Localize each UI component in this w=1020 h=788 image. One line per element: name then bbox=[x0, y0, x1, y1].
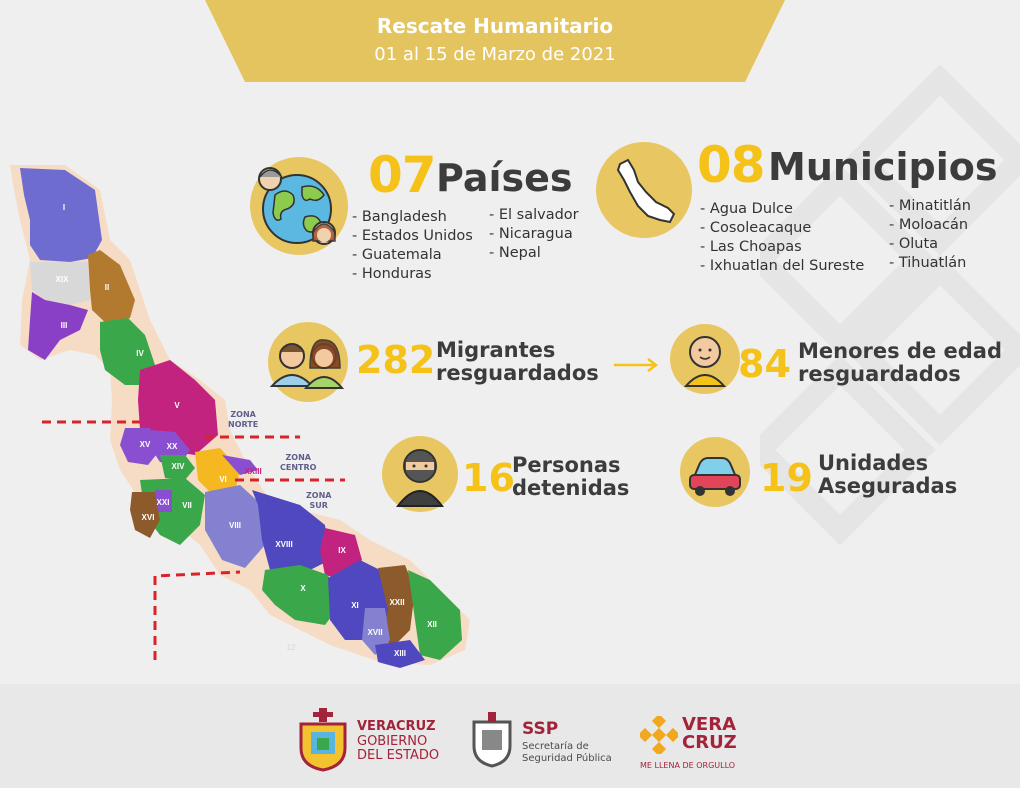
municipios-number: 08 bbox=[697, 136, 765, 194]
list-item: - Minatitlán bbox=[889, 198, 971, 214]
region-label: XI bbox=[351, 601, 359, 610]
unidades-label bbox=[818, 452, 957, 498]
region-label: X bbox=[300, 584, 306, 593]
list-item: - El salvador bbox=[489, 207, 579, 223]
detenidas-label-line1: Personas bbox=[512, 453, 621, 477]
region-label: VIII bbox=[228, 521, 242, 530]
banner-shape bbox=[205, 0, 785, 82]
region-label: VI bbox=[219, 475, 227, 484]
region-label: III bbox=[60, 321, 68, 330]
detenidas-label bbox=[512, 454, 629, 500]
banner-title: Rescate Humanitario bbox=[376, 14, 614, 38]
region-I bbox=[20, 168, 102, 262]
ssp-line2: Seguridad Pública bbox=[522, 753, 612, 764]
footer bbox=[0, 684, 1020, 788]
unidades-number: 19 bbox=[760, 456, 813, 500]
vera-line2: CRUZ bbox=[682, 732, 737, 753]
list-item: - Honduras bbox=[352, 266, 432, 282]
ssp-title: SSP bbox=[522, 719, 559, 739]
vera-logo-text bbox=[682, 716, 737, 752]
veracruz-line1: VERACRUZ bbox=[357, 719, 436, 734]
paises-list-right bbox=[489, 206, 579, 263]
region-label: V bbox=[174, 401, 180, 410]
zone-norte-line1: ZONA bbox=[230, 410, 256, 419]
ssp-line1: Secretaría de bbox=[522, 741, 589, 752]
detenidas-number: 16 bbox=[462, 456, 515, 500]
menores-label bbox=[798, 340, 1002, 386]
region-label: XIV bbox=[171, 462, 185, 471]
arrow-right-icon bbox=[612, 357, 662, 373]
decorative-pattern bbox=[760, 60, 1020, 580]
menores-label-line2: resguardados bbox=[798, 362, 961, 386]
region-label: XXIII bbox=[244, 467, 262, 476]
vera-tagline: ME LLENA DE ORGULLO bbox=[640, 761, 736, 770]
veracruz-shield-icon bbox=[295, 708, 351, 772]
region-label: II bbox=[104, 283, 110, 292]
ssp-subtitle bbox=[522, 741, 612, 765]
list-item: - Agua Dulce bbox=[700, 201, 793, 217]
child-icon bbox=[670, 324, 740, 394]
list-item: - Estados Unidos bbox=[352, 228, 473, 244]
municipios-label: Municipios bbox=[768, 145, 998, 189]
veracruz-line3: DEL ESTADO bbox=[357, 748, 440, 763]
list-item: - Nicaragua bbox=[489, 226, 573, 242]
region-label: XII bbox=[427, 620, 437, 629]
region-label: XVI bbox=[141, 513, 155, 522]
list-item: - Bangladesh bbox=[352, 209, 447, 225]
unidades-label-line2: Aseguradas bbox=[818, 474, 958, 498]
list-item: - Ixhuatlan del Sureste bbox=[700, 258, 865, 274]
zone-centro-line2: CENTRO bbox=[280, 463, 317, 472]
municipios-list-left bbox=[700, 200, 864, 276]
list-item: - Nepal bbox=[489, 245, 541, 261]
list-item: - Oluta bbox=[889, 236, 939, 252]
region-label: IX bbox=[338, 546, 346, 555]
region-label: XVIII bbox=[275, 540, 293, 549]
region-label: IV bbox=[136, 349, 144, 358]
migrantes-label-line2: resguardados bbox=[436, 361, 599, 385]
list-item: - Guatemala bbox=[352, 247, 442, 263]
zone-sur-label bbox=[306, 491, 332, 511]
zone-sur-line2: SUR bbox=[309, 501, 328, 510]
list-item: - Moloacán bbox=[889, 217, 969, 233]
vera-line1: VERA bbox=[682, 714, 737, 735]
zone-centro-line1: ZONA bbox=[285, 453, 311, 462]
list-item: - Las Choapas bbox=[700, 239, 802, 255]
region-label: XV bbox=[139, 440, 151, 449]
region-label: XXII bbox=[389, 598, 405, 607]
region-label: XX bbox=[166, 442, 178, 451]
veracruz-sub bbox=[357, 735, 439, 763]
paises-number: 07 bbox=[368, 146, 436, 204]
veracruz-line2: GOBIERNO bbox=[357, 734, 428, 749]
banner-subtitle: 01 al 15 de Marzo de 2021 bbox=[374, 44, 616, 65]
paises-label: Países bbox=[436, 156, 573, 200]
unidades-label-line1: Unidades bbox=[818, 451, 929, 475]
region-label: XVII bbox=[367, 628, 383, 637]
region-label: XXI bbox=[156, 498, 170, 507]
title-banner bbox=[205, 0, 785, 82]
region-label: XIX bbox=[55, 275, 69, 284]
region-label: I bbox=[62, 203, 66, 212]
zone-sur-line1: ZONA bbox=[306, 491, 332, 500]
list-item: - Cosoleacaque bbox=[700, 220, 812, 236]
ssp-shield-icon bbox=[470, 712, 514, 768]
zone-centro-label bbox=[280, 453, 316, 473]
region-label: XIII bbox=[393, 649, 407, 658]
veracruz-logo-text bbox=[357, 720, 436, 734]
car-icon bbox=[680, 437, 750, 507]
menores-number: 84 bbox=[738, 342, 791, 386]
region-label-faint: 12 bbox=[286, 643, 296, 652]
menores-label-line1: Menores de edad bbox=[798, 339, 1002, 363]
zone-norte-label bbox=[228, 410, 258, 430]
migrantes-label-line1: Migrantes bbox=[436, 338, 556, 362]
list-item: - Tihuatlán bbox=[889, 255, 967, 271]
municipios-list-right bbox=[889, 197, 971, 273]
veracruz-pattern-logo-icon bbox=[640, 716, 678, 754]
region-label: VII bbox=[182, 501, 192, 510]
zone-norte-line2: NORTE bbox=[228, 420, 259, 429]
veracruz-map-icon bbox=[596, 142, 692, 238]
migrantes-number: 282 bbox=[356, 338, 436, 382]
detenidas-label-line2: detenidas bbox=[512, 476, 630, 500]
